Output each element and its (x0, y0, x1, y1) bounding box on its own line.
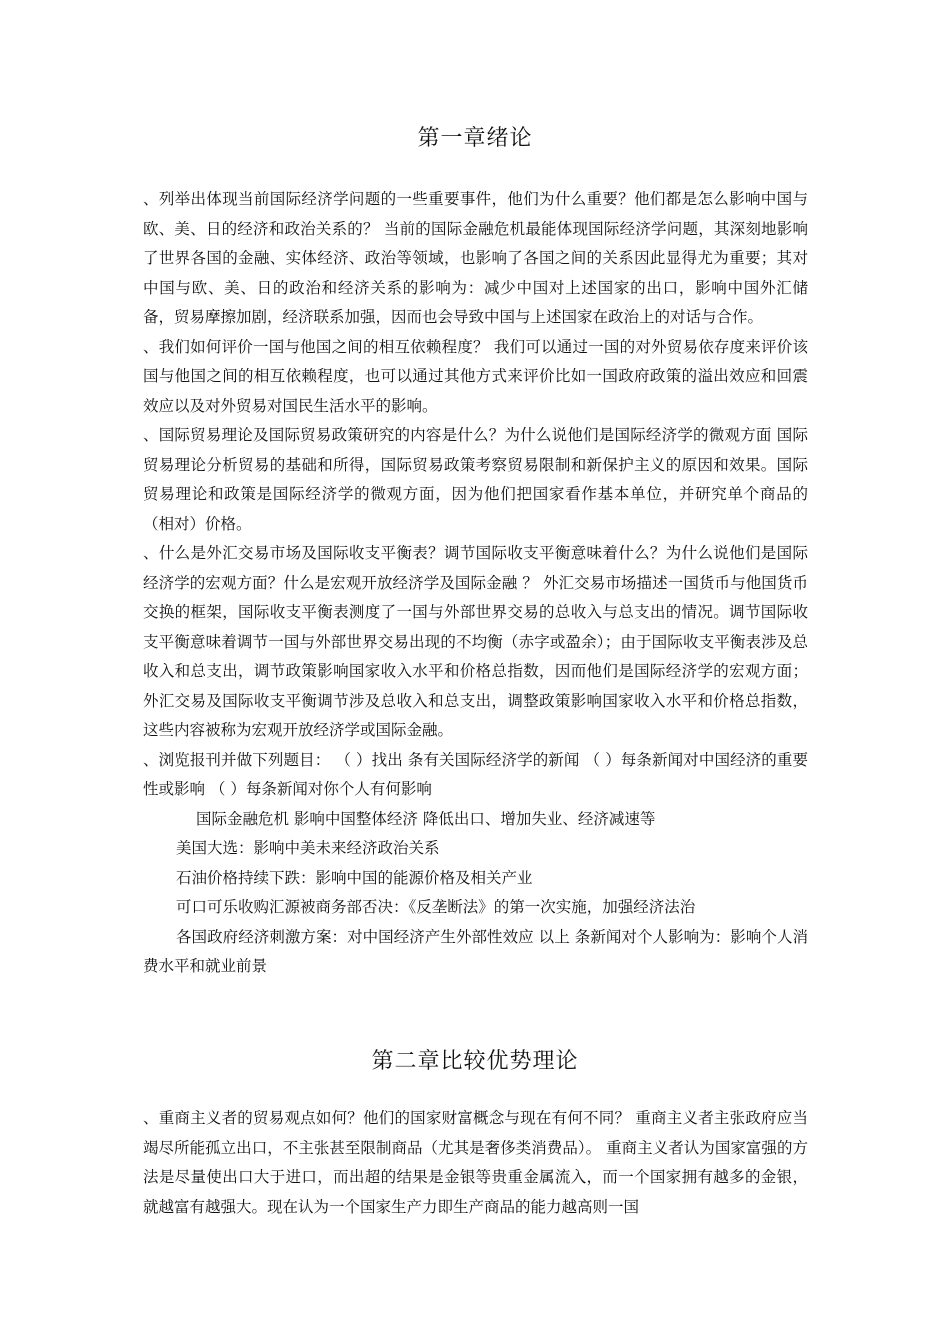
news-item-oil-price: 石油价格持续下跌：影响中国的能源价格及相关产业 (176, 868, 533, 887)
question-4-paragraph: 、什么是外汇交易市场及国际收支平衡表？调节国际收支平衡意味着什么？为什么说他们是国际经济学的宏观方面？什么是宏观开放经济学及国际金融 ？ 外汇交易市场描述一国货币与他国货币交换的框架，国际收支平衡表测度了一国与外部世界交易的总收入与总支出的情况。调节国际收支平衡意味着调节一国与外部世界交易出现的不均衡（赤字或盈余）；由于国际收支平衡表涉及总收入和总支出，调节政策影响国家收入水平和价格总指数，因而他们是国际经济学的宏观方面；外汇交易及国际收支平衡调节涉及总收入和总支出，调整政策影响国家收入水平和价格总指数，这些内容被称为宏观开放经济学或国际金融。 (143, 544, 808, 739)
news-item-financial-crisis: 国际金融危机 影响中国整体经济 降低出口、增加失业、经济减速等 (196, 809, 656, 828)
chapter-2-question-1-paragraph: 、重商主义者的贸易观点如何？他们的国家财富概念与现在有何不同？ 重商主义者主张政府应当竭尽所能孤立出口，不主张甚至限制商品（尤其是奢侈类消费品）。 重商主义者认为国家富强的方法是尽量使出口大于进口，而出超的结果是金银等贵重金属流入，而一个国家拥有越多的金银，就越富有越强大。现在认为一个国家生产力即生产商品的能力越高则一国 (143, 1109, 808, 1216)
chapter-2-body (143, 1104, 808, 1222)
news-item-us-election: 美国大选：影响中美未来经济政治关系 (176, 839, 440, 857)
chapter-1-title: 第一章绪论 (417, 126, 533, 151)
news-item-coca-cola: 可口可乐收购汇源被商务部否决：《反垄断法》的第一次实施，加强经济法治 (176, 898, 696, 916)
question-1-paragraph: 、列举出体现当前国际经济学问题的一些重要事件，他们为什么重要？他们都是怎么影响中国与欧、美、日的经济和政治关系的？ 当前的国际金融危机最能体现国际经济学问题，其深刻地影响了世界各国的金融、实体经济、政治等领域，也影响了各国之间的关系因此显得尤为重要；其对中国与欧、美、日的政治和经济关系的影响为：减少中国对上述国家的出口，影响中国外汇储备，贸易摩擦加剧，经济联系加强，因而也会导致中国与上述国家在政治上的对话与合作。 (143, 190, 808, 326)
news-item-stimulus: 各国政府经济刺激方案：对中国经济产生外部性效应 以上 条新闻对个人影响为：影响个人消费水平和就业前景 (143, 927, 808, 975)
chapter-1-body (143, 185, 808, 982)
question-2-paragraph: 、我们如何评价一国与他国之间的相互依赖程度？ 我们可以通过一国的对外贸易依存度来评价该国与他国之间的相互依赖程度，也可以通过其他方式来评价比如一国政府政策的溢出效应和回震效应以及对外贸易对国民生活水平的影响。 (143, 337, 808, 415)
question-5-paragraph: 、浏览报刊并做下列题目： （ ）找出 条有关国际经济学的新闻 （ ）每条新闻对中国经济的重要性或影响 （ ）每条新闻对你个人有何影响 (143, 750, 808, 798)
news-list (143, 805, 808, 982)
question-3-paragraph: 、国际贸易理论及国际贸易政策研究的内容是什么？为什么说他们是国际经济学的微观方面 国际贸易理论分析贸易的基础和所得，国际贸易政策考察贸易限制和新保护主义的原因和效果。国际贸易理论和政策是国际经济学的微观方面，因为他们把国家看作基本单位，并研究单个商品的（相对）价格。 (143, 426, 808, 533)
chapter-2-title: 第二章比较优势理论 (371, 1049, 579, 1074)
